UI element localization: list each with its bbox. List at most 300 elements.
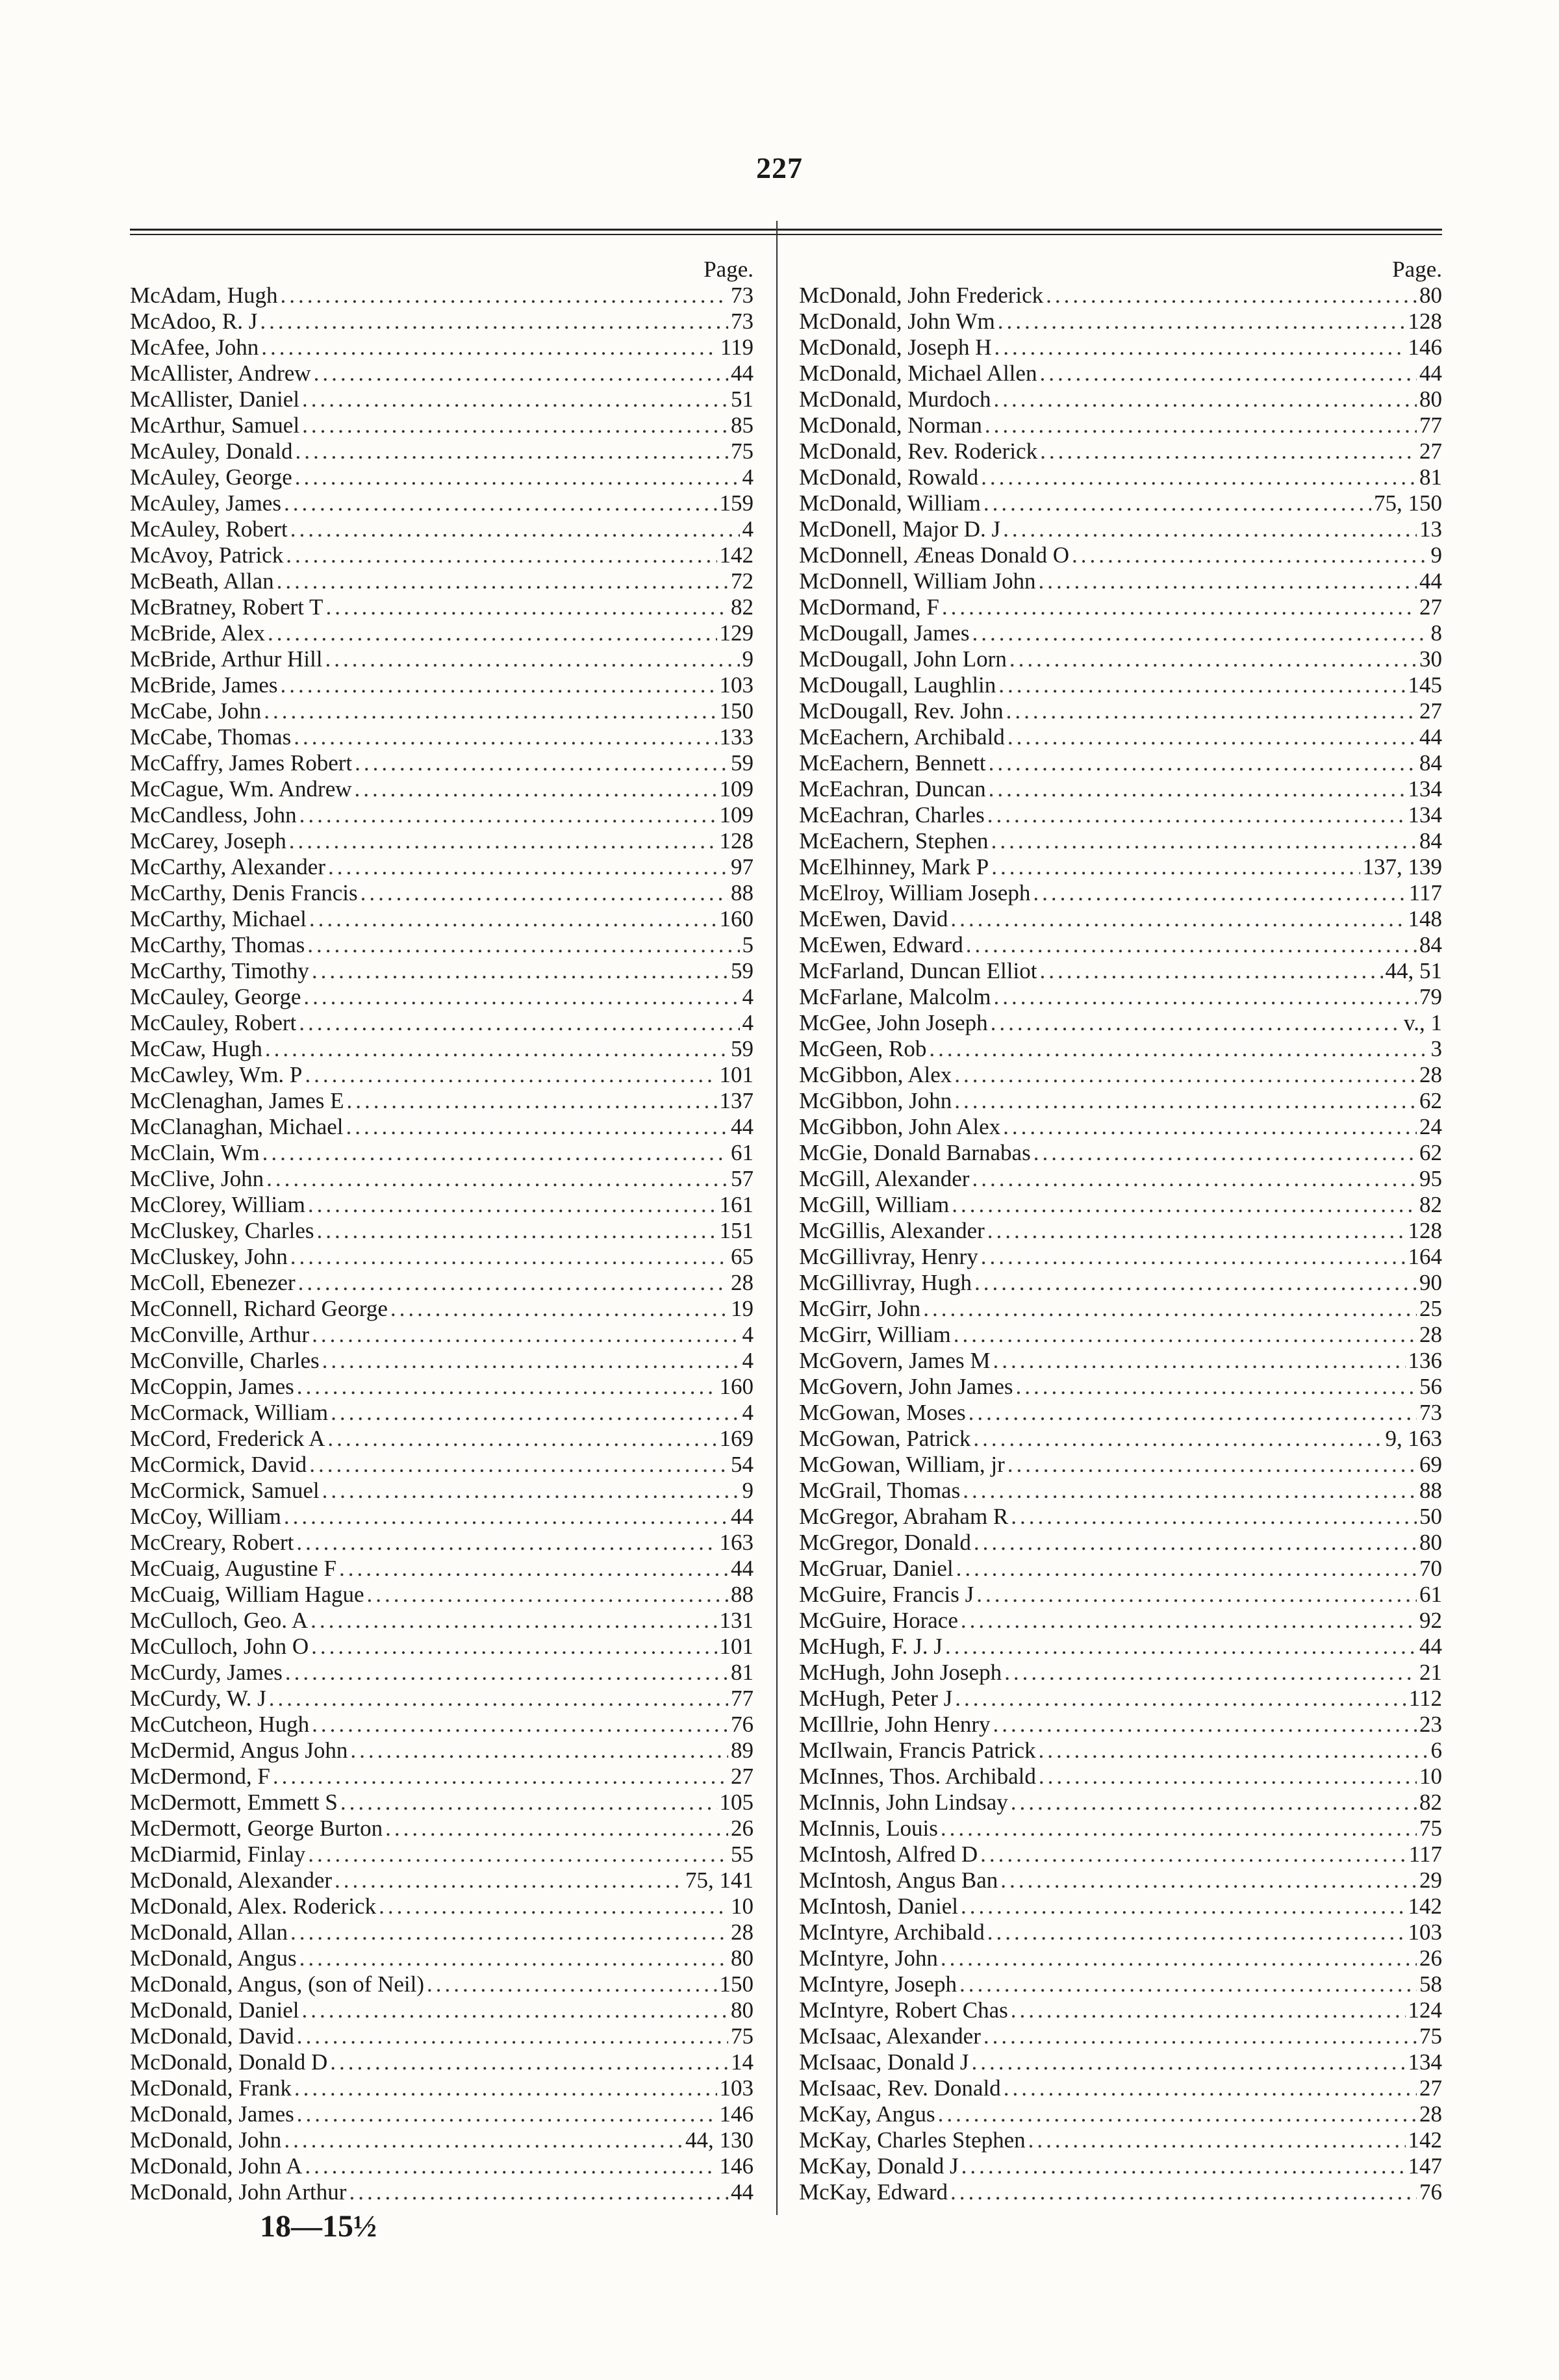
- dot-leader: [963, 1478, 1417, 1504]
- entry-pages: 54: [731, 1452, 754, 1477]
- index-entry: [130, 283, 754, 309]
- entry-pages: 29: [1419, 1867, 1442, 1893]
- entry-pages: 28: [1419, 1322, 1442, 1347]
- entry-name: McDougall, James: [799, 620, 970, 646]
- index-entry: [799, 854, 1442, 880]
- dot-leader: [303, 984, 739, 1010]
- index-entry: [130, 1712, 754, 1738]
- entry-name: McAllister, Andrew: [130, 361, 311, 386]
- dot-leader: [1040, 438, 1417, 464]
- entry-pages: 136: [1408, 1348, 1442, 1373]
- dot-leader: [993, 1348, 1406, 1374]
- entry-name: McDiarmid, Finlay: [130, 1842, 306, 1867]
- entry-pages: 101: [719, 1634, 754, 1659]
- entry-name: McCoy, William: [130, 1504, 281, 1529]
- entry-pages: 28: [731, 1919, 754, 1945]
- entry-name: McBride, Arthur Hill: [130, 646, 323, 672]
- entry-pages: 117: [1408, 880, 1442, 905]
- index-entry: [799, 1062, 1442, 1088]
- entry-pages: 27: [1419, 698, 1442, 724]
- entry-pages: 82: [1419, 1192, 1442, 1217]
- dot-leader: [269, 1686, 728, 1712]
- entry-pages: 117: [1408, 1842, 1442, 1867]
- index-entry: [799, 1712, 1442, 1738]
- entry-pages: 4: [742, 516, 754, 542]
- entry-name: McClive, John: [130, 1166, 264, 1191]
- index-entry: [130, 854, 754, 880]
- index-entry: [130, 335, 754, 361]
- dot-leader: [974, 1270, 1417, 1296]
- index-entry: [130, 438, 754, 464]
- entry-pages: 61: [731, 1140, 754, 1165]
- entry-name: McDonald, John Wm: [799, 309, 995, 334]
- entry-name: McAllister, Daniel: [130, 386, 300, 412]
- dot-leader: [340, 1790, 717, 1816]
- dot-leader: [290, 1244, 728, 1270]
- index-entry: [130, 1478, 754, 1504]
- entry-pages: 65: [731, 1244, 754, 1269]
- dot-leader: [260, 309, 728, 335]
- left-entry-list: [130, 283, 754, 2205]
- entry-pages: 72: [731, 568, 754, 594]
- dot-leader: [941, 1945, 1417, 1971]
- entry-pages: 105: [719, 1790, 754, 1815]
- index-entry: [799, 464, 1442, 490]
- index-entry: [799, 386, 1442, 412]
- entry-pages: 128: [1408, 1218, 1442, 1243]
- entry-pages: 59: [731, 1036, 754, 1061]
- entry-pages: 58: [1419, 1971, 1442, 1997]
- entry-name: McDonald, Joseph H: [799, 335, 992, 360]
- index-entry: [799, 2153, 1442, 2179]
- index-entry: [799, 335, 1442, 361]
- dot-leader: [995, 335, 1406, 361]
- entry-pages: 79: [1419, 984, 1442, 1009]
- entry-pages: 55: [731, 1842, 754, 1867]
- entry-name: McDonald, John: [130, 2127, 282, 2153]
- dot-leader: [991, 828, 1417, 854]
- entry-name: McAuley, James: [130, 490, 281, 516]
- dot-leader: [302, 386, 728, 412]
- dot-leader: [302, 412, 728, 438]
- entry-pages: 109: [719, 802, 754, 828]
- dot-leader: [994, 386, 1417, 412]
- index-entry: [130, 1893, 754, 1919]
- entry-pages: 80: [1419, 283, 1442, 308]
- index-entry: [130, 594, 754, 620]
- entry-name: McDermott, George Burton: [130, 1816, 383, 1841]
- dot-leader: [989, 750, 1417, 776]
- entry-pages: 56: [1419, 1374, 1442, 1399]
- entry-pages: 146: [719, 2153, 754, 2179]
- index-entry: [799, 1244, 1442, 1270]
- entry-pages: 50: [1419, 1504, 1442, 1529]
- entry-name: McInnis, Louis: [799, 1816, 938, 1841]
- index-entry: [130, 1374, 754, 1400]
- entry-pages: 44, 51: [1385, 958, 1442, 983]
- entry-pages: 14: [731, 2049, 754, 2075]
- entry-pages: 101: [719, 1062, 754, 1087]
- dot-leader: [297, 1374, 717, 1400]
- entry-pages: 137: [719, 1088, 754, 1113]
- entry-name: McDonald, Alex. Roderick: [130, 1893, 377, 1919]
- index-entry: [130, 2101, 754, 2127]
- index-entry: [799, 361, 1442, 386]
- index-entry: [130, 1114, 754, 1140]
- entry-pages: 5: [742, 932, 754, 957]
- entry-name: McCaffry, James Robert: [130, 750, 353, 776]
- entry-name: McGowan, Moses: [799, 1400, 966, 1425]
- index-entry: [130, 724, 754, 750]
- index-entry: [130, 1816, 754, 1842]
- dot-leader: [273, 1764, 728, 1790]
- dot-leader: [981, 1244, 1406, 1270]
- index-entry: [130, 932, 754, 958]
- index-entry: [799, 1504, 1442, 1530]
- entry-pages: 3: [1430, 1036, 1442, 1061]
- dot-leader: [350, 1738, 728, 1764]
- index-entry: [799, 1374, 1442, 1400]
- dot-leader: [1072, 542, 1428, 568]
- index-entry: [130, 958, 754, 984]
- entry-name: McConville, Charles: [130, 1348, 320, 1373]
- index-entry: [799, 1816, 1442, 1842]
- entry-name: McClorey, William: [130, 1192, 305, 1217]
- index-entry: [130, 1530, 754, 1556]
- entry-pages: 159: [719, 490, 754, 516]
- dot-leader: [325, 594, 728, 620]
- dot-leader: [938, 2101, 1417, 2127]
- dot-leader: [289, 828, 717, 854]
- index-entry: [799, 646, 1442, 672]
- dot-leader: [1039, 361, 1417, 386]
- entry-name: McKay, Edward: [799, 2179, 948, 2205]
- dot-leader: [299, 1010, 739, 1036]
- entry-name: McGibbon, John Alex: [799, 1114, 1001, 1139]
- index-entry: [130, 1997, 754, 2023]
- dot-leader: [945, 1634, 1417, 1660]
- index-entry: [130, 1400, 754, 1426]
- dot-leader: [311, 1608, 716, 1634]
- entry-pages: 28: [1419, 2101, 1442, 2127]
- entry-pages: 124: [1408, 1997, 1442, 2023]
- index-entry: [799, 1218, 1442, 1244]
- entry-name: McElroy, William Joseph: [799, 880, 1031, 905]
- index-entry: [130, 542, 754, 568]
- entry-pages: 75: [1419, 2023, 1442, 2049]
- entry-pages: 84: [1419, 750, 1442, 776]
- entry-pages: 13: [1419, 516, 1442, 542]
- entry-name: McHugh, Peter J: [799, 1686, 953, 1711]
- entry-pages: 142: [1408, 2127, 1442, 2153]
- entry-pages: 133: [719, 724, 754, 750]
- entry-pages: 4: [742, 1010, 754, 1035]
- index-entry: [130, 2049, 754, 2075]
- index-entry: [799, 958, 1442, 984]
- index-entry: [799, 309, 1442, 335]
- dot-leader: [312, 1712, 728, 1738]
- dot-leader: [976, 1582, 1417, 1608]
- index-entry: [130, 1036, 754, 1062]
- dot-leader: [1003, 516, 1417, 542]
- index-entry: [130, 672, 754, 698]
- entry-name: McGregor, Abraham R: [799, 1504, 1009, 1529]
- dot-leader: [301, 1997, 728, 2023]
- entry-pages: 44: [1419, 1634, 1442, 1659]
- dot-leader: [295, 464, 740, 490]
- index-entry: [799, 1764, 1442, 1790]
- entry-pages: 44: [1419, 361, 1442, 386]
- entry-name: McDougall, Laughlin: [799, 672, 996, 698]
- dot-leader: [347, 1088, 717, 1114]
- index-entry: [799, 2049, 1442, 2075]
- dot-leader: [297, 2023, 728, 2049]
- entry-pages: 82: [731, 594, 754, 620]
- left-column: [130, 257, 754, 2205]
- right-column: [799, 257, 1442, 2205]
- entry-name: McCurdy, James: [130, 1660, 283, 1685]
- entry-name: McCluskey, John: [130, 1244, 288, 1269]
- entry-pages: 84: [1419, 828, 1442, 854]
- entry-pages: 131: [719, 1608, 754, 1633]
- entry-pages: 77: [1419, 412, 1442, 438]
- dot-leader: [299, 1945, 728, 1971]
- entry-pages: 95: [1419, 1166, 1442, 1191]
- entry-name: McGowan, William, jr: [799, 1452, 1005, 1477]
- entry-pages: 142: [719, 542, 754, 568]
- entry-name: McColl, Ebenezer: [130, 1270, 296, 1295]
- index-entry: [799, 594, 1442, 620]
- entry-pages: 4: [742, 1400, 754, 1425]
- dot-leader: [989, 776, 1406, 802]
- entry-pages: 89: [731, 1738, 754, 1763]
- dot-leader: [355, 776, 717, 802]
- entry-name: McGie, Donald Barnabas: [799, 1140, 1031, 1165]
- entry-name: McDonald, John Frederick: [799, 283, 1044, 308]
- entry-pages: 44: [1419, 724, 1442, 750]
- index-entry: [799, 1530, 1442, 1556]
- entry-pages: 62: [1419, 1088, 1442, 1113]
- index-entry: [799, 1686, 1442, 1712]
- entry-name: McCutcheon, Hugh: [130, 1712, 310, 1737]
- dot-leader: [1028, 2127, 1406, 2153]
- dot-leader: [261, 335, 718, 361]
- index-entry: [799, 620, 1442, 646]
- index-entry: [130, 646, 754, 672]
- entry-pages: 6: [1430, 1738, 1442, 1763]
- entry-name: McEwen, David: [799, 906, 948, 931]
- entry-name: McCarthy, Alexander: [130, 854, 325, 880]
- dot-leader: [1003, 1114, 1417, 1140]
- index-entry: [799, 1452, 1442, 1478]
- entry-name: McCarthy, Thomas: [130, 932, 305, 957]
- dot-leader: [264, 698, 716, 724]
- entry-name: McDonell, Major D. J: [799, 516, 1001, 542]
- index-entry: [799, 1790, 1442, 1816]
- dot-leader: [983, 2023, 1417, 2049]
- index-entry: [130, 386, 754, 412]
- entry-pages: 160: [719, 1374, 754, 1399]
- page-number: 227: [756, 151, 803, 184]
- entry-pages: 88: [1419, 1478, 1442, 1503]
- index-entry: [130, 1790, 754, 1816]
- entry-name: McDougall, John Lorn: [799, 646, 1007, 672]
- index-entry: [130, 1140, 754, 1166]
- index-entry: [130, 1556, 754, 1582]
- entry-name: McGillis, Alexander: [799, 1218, 985, 1243]
- dot-leader: [1039, 1738, 1428, 1764]
- dot-leader: [328, 854, 728, 880]
- entry-name: McDougall, Rev. John: [799, 698, 1004, 724]
- index-entry: [799, 1634, 1442, 1660]
- dot-leader: [330, 2049, 728, 2075]
- entry-pages: 44: [731, 1556, 754, 1581]
- entry-name: McAuley, George: [130, 464, 292, 490]
- dot-leader: [1006, 698, 1417, 724]
- dot-leader: [312, 1322, 739, 1348]
- entry-name: McCauley, George: [130, 984, 301, 1009]
- index-entry: [799, 1893, 1442, 1919]
- dot-leader: [325, 646, 740, 672]
- entry-name: McIntyre, John: [799, 1945, 938, 1971]
- entry-pages: 82: [1419, 1790, 1442, 1815]
- entry-pages: 23: [1419, 1712, 1442, 1737]
- index-entry: [130, 2075, 754, 2101]
- entry-pages: 151: [719, 1218, 754, 1243]
- index-entry: [799, 1919, 1442, 1945]
- entry-name: McCauley, Robert: [130, 1010, 297, 1035]
- index-entry: [799, 1971, 1442, 1997]
- entry-name: McEwen, Edward: [799, 932, 963, 957]
- entry-pages: 75: [1419, 1816, 1442, 1841]
- dot-leader: [972, 1166, 1417, 1192]
- entry-pages: 51: [731, 386, 754, 412]
- index-entry: [130, 1582, 754, 1608]
- entry-pages: 73: [731, 283, 754, 308]
- entry-name: McClenaghan, James E: [130, 1088, 344, 1113]
- entry-pages: 62: [1419, 1140, 1442, 1165]
- index-entry: [130, 2127, 754, 2153]
- entry-pages: 61: [1419, 1582, 1442, 1607]
- dot-leader: [1004, 1660, 1417, 1686]
- entry-name: McDonald, David: [130, 2023, 294, 2049]
- entry-name: McEachran, Duncan: [799, 776, 986, 802]
- index-entry: [130, 1919, 754, 1945]
- index-entry: [799, 1426, 1442, 1452]
- dot-leader: [262, 1140, 728, 1166]
- dot-leader: [298, 1270, 728, 1296]
- dot-leader: [390, 1296, 728, 1322]
- entry-pages: 112: [1408, 1686, 1442, 1711]
- entry-name: McIntosh, Alfred D: [799, 1842, 978, 1867]
- dot-leader: [991, 854, 1360, 880]
- index-entry: [130, 1062, 754, 1088]
- entry-name: McDonald, Rowald: [799, 464, 979, 490]
- dot-leader: [1009, 646, 1417, 672]
- entry-name: McGillivray, Hugh: [799, 1270, 972, 1295]
- index-entry: [130, 880, 754, 906]
- entry-pages: 77: [731, 1686, 754, 1711]
- index-entry: [799, 1166, 1442, 1192]
- index-entry: [130, 1634, 754, 1660]
- entry-name: McCulloch, John O: [130, 1634, 309, 1659]
- entry-name: McDonald, James: [130, 2101, 294, 2127]
- index-entry: [130, 1296, 754, 1322]
- entry-name: McAuley, Donald: [130, 438, 293, 464]
- entry-pages: 142: [1408, 1893, 1442, 1919]
- entry-pages: 8: [1430, 620, 1442, 646]
- entry-pages: 80: [1419, 1530, 1442, 1555]
- index-entry: [799, 984, 1442, 1010]
- dot-leader: [987, 1218, 1406, 1244]
- index-entry: [130, 490, 754, 516]
- entry-pages: 163: [719, 1530, 754, 1555]
- index-entry: [799, 698, 1442, 724]
- index-entry: [130, 1738, 754, 1764]
- dot-leader: [981, 464, 1417, 490]
- index-entry: [799, 906, 1442, 932]
- entry-pages: 44: [731, 1504, 754, 1529]
- entry-name: McEachern, Stephen: [799, 828, 989, 854]
- entry-name: McClanaghan, Michael: [130, 1114, 344, 1139]
- index-entry: [130, 1244, 754, 1270]
- header-rule-thin: [130, 234, 1442, 235]
- dot-leader: [983, 490, 1371, 516]
- dot-leader: [971, 2049, 1405, 2075]
- entry-name: McIsaac, Rev. Donald: [799, 2075, 1001, 2101]
- dot-leader: [290, 1919, 728, 1945]
- index-entry: [130, 516, 754, 542]
- dot-leader: [929, 1036, 1428, 1062]
- dot-leader: [322, 1478, 740, 1504]
- index-entry: [799, 880, 1442, 906]
- dot-leader: [1039, 1764, 1417, 1790]
- index-entry: [799, 1738, 1442, 1764]
- entry-pages: 19: [731, 1296, 754, 1321]
- index-entry: [799, 932, 1442, 958]
- entry-pages: 160: [719, 906, 754, 931]
- dot-leader: [1011, 1504, 1417, 1530]
- entry-name: McCoppin, James: [130, 1374, 294, 1399]
- entry-pages: 73: [731, 309, 754, 334]
- entry-name: McArthur, Samuel: [130, 412, 300, 438]
- entry-name: McIntyre, Archibald: [799, 1919, 985, 1945]
- entry-name: McGovern, John James: [799, 1374, 1013, 1399]
- index-entry: [799, 1140, 1442, 1166]
- index-entry: [799, 516, 1442, 542]
- index-entry: [130, 750, 754, 776]
- index-entry: [799, 1400, 1442, 1426]
- index-entry: [799, 1348, 1442, 1374]
- dot-leader: [993, 1712, 1417, 1738]
- dot-leader: [1011, 1997, 1406, 2023]
- dot-leader: [956, 1556, 1417, 1582]
- dot-leader: [284, 1504, 728, 1530]
- entry-pages: 26: [1419, 1945, 1442, 1971]
- entry-name: McBratney, Robert T: [130, 594, 323, 620]
- entry-pages: 164: [1408, 1244, 1442, 1269]
- dot-leader: [1008, 724, 1417, 750]
- dot-leader: [1008, 1452, 1417, 1478]
- entry-pages: 21: [1419, 1660, 1442, 1685]
- dot-leader: [974, 1530, 1417, 1556]
- index-entry: [799, 438, 1442, 464]
- entry-pages: 103: [719, 2075, 754, 2101]
- dot-leader: [1000, 1867, 1417, 1893]
- dot-leader: [923, 1296, 1417, 1322]
- entry-name: McAdoo, R. J: [130, 309, 258, 334]
- entry-name: McGrail, Thomas: [799, 1478, 961, 1503]
